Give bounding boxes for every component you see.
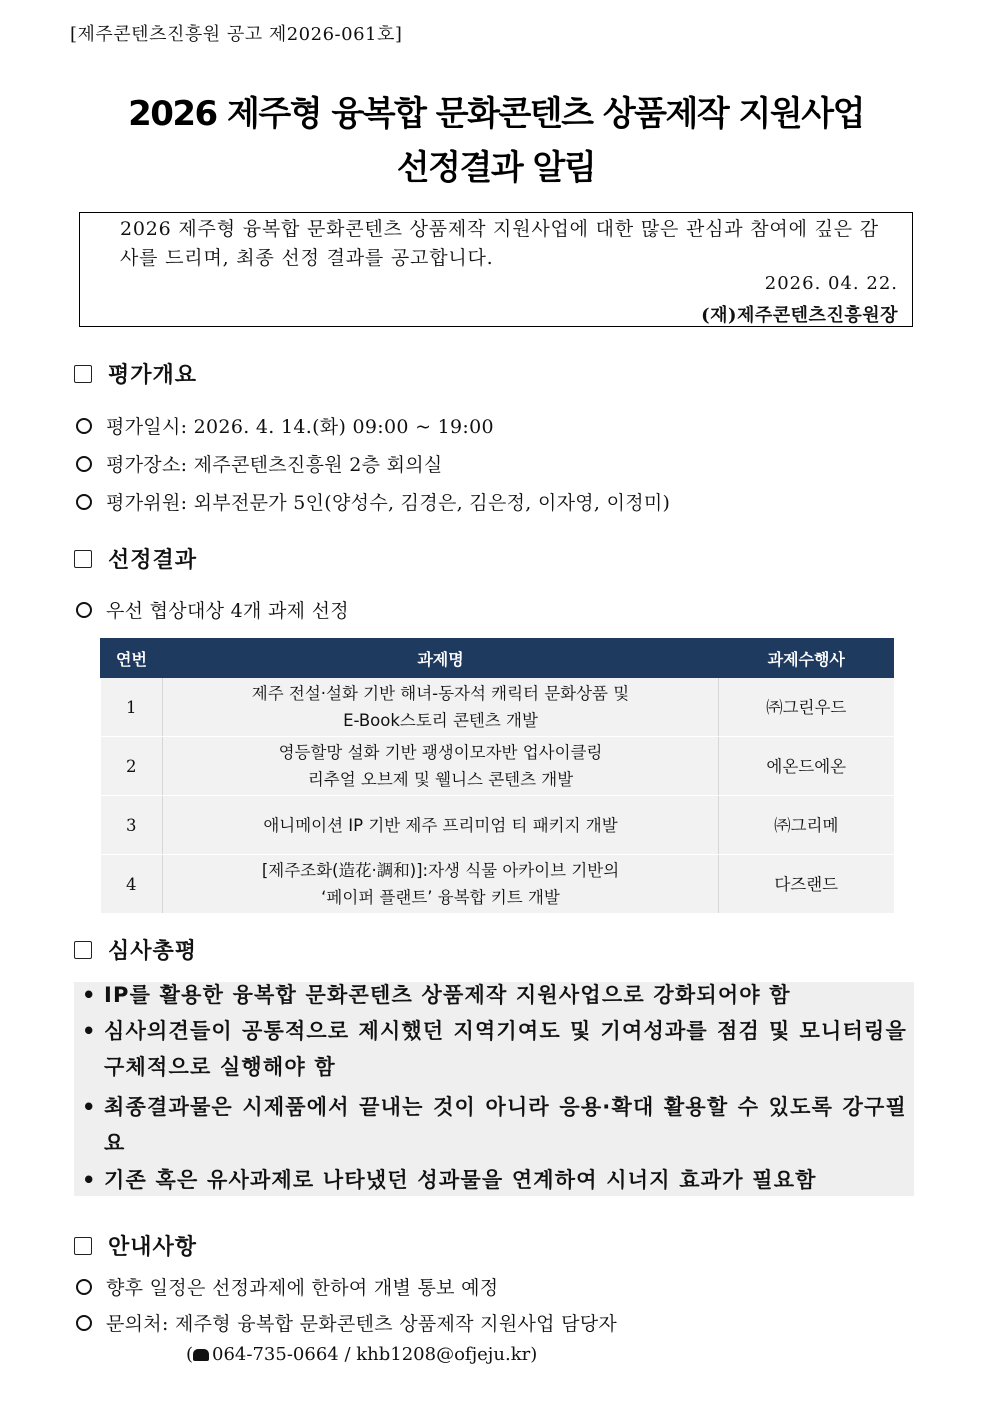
list-item [76,596,349,623]
table-header-no: 연번 [101,638,163,678]
cell-name [163,678,719,737]
cell-name-line: E-Book스토리 콘텐츠 개발 [343,711,538,730]
cell-name [163,796,719,855]
table-header-company: 과제수행사 [719,638,894,678]
list-item [76,450,443,477]
table-row [101,796,894,855]
cell-no: 4 [101,855,163,914]
circle-bullet-icon [76,494,92,510]
list-item-text: 평가일시: 2026. 4. 14.(화) 09:00 ~ 19:00 [106,416,494,438]
list-item-text: 평가위원: 외부전문가 5인(양성수, 김경은, 김은정, 이자영, 이정미) [106,492,671,514]
review-item [82,977,907,1013]
review-item [82,1162,907,1198]
table-row [101,678,894,737]
contact-close-paren: ) [530,1344,538,1365]
square-bullet-icon [74,550,92,568]
circle-bullet-icon [76,456,92,472]
list-item-text: 문의처: 제주형 융복합 문화콘텐츠 상품제작 지원사업 담당자 [106,1313,618,1335]
bullet-dot: • [82,1168,97,1192]
review-box [74,982,914,1196]
contact-separator: / [338,1344,357,1365]
page-subtitle: 선정결과 알림 [396,148,596,188]
list-item-text: 평가장소: 제주콘텐츠진흥원 2층 회의실 [106,454,443,476]
section-heading-label: 심사총평 [108,938,198,964]
contact-email[interactable]: khb1208@ofjeju.kr [356,1344,531,1365]
phone-icon [193,1349,209,1361]
page-title: 2026 제주형 융복합 문화콘텐츠 상품제작 지원사업 [128,94,864,134]
section-heading-label: 안내사항 [108,1234,198,1260]
square-bullet-icon [74,941,92,959]
table-row [101,855,894,914]
cell-company: ㈜그린우드 [719,678,894,737]
cell-company: 에온드에온 [719,737,894,796]
cell-no: 3 [101,796,163,855]
cell-name-line: [제주조화(造花·調和)]:자생 식물 아카이브 기반의 [261,861,620,880]
cell-company: ㈜그리메 [719,796,894,855]
section-heading-overview [74,358,197,389]
notice-number: [제주콘텐츠진흥원 공고 제2026-061호] [70,24,403,45]
cell-name [163,737,719,796]
list-item-text: 향후 일정은 선정과제에 한하여 개별 통보 예정 [106,1277,499,1299]
cell-name-line: ‘페이퍼 플랜트’ 융복합 키트 개발 [321,888,560,907]
list-item [76,1309,617,1336]
section-heading-result [74,543,197,574]
square-bullet-icon [74,365,92,383]
bullet-dot: • [82,983,97,1007]
section-heading-label: 평가개요 [108,362,198,388]
intro-text: 2026 제주형 융복합 문화콘텐츠 상품제작 지원사업에 대한 많은 관심과 참여에 깊은 감사를 드리며, 최종 선정 결과를 공고합니다. [120,218,879,269]
section-heading-label: 선정결과 [108,547,198,573]
contact-phone[interactable]: 064-735-0664 [212,1344,339,1365]
review-item-text: 기존 혹은 유사과제로 나타냈던 성과물을 연계하여 시너지 효과가 필요함 [104,1168,817,1192]
cell-name-line: 영등할망 설화 기반 괭생이모자반 업사이클링 [278,743,603,762]
intro-date: 2026. 04. 22. [764,273,898,294]
contact-open-paren: ( [186,1344,194,1365]
cell-name-line: 제주 전설·설화 기반 해녀-동자석 캐릭터 문화상품 및 [251,684,630,703]
cell-no: 2 [101,737,163,796]
list-item [76,412,494,439]
cell-company: 다즈랜드 [719,855,894,914]
table-header-row [101,638,894,678]
selection-table [100,638,894,914]
square-bullet-icon [74,1237,92,1255]
cell-name-line: 리추얼 오브제 및 웰니스 콘텐츠 개발 [307,770,574,789]
section-heading-review [74,934,197,965]
table-row [101,737,894,796]
review-item-text: IP를 활용한 융복합 문화콘텐츠 상품제작 지원사업으로 강화되어야 함 [104,983,791,1007]
intro-org: (재)제주콘텐츠진흥원장 [701,305,898,326]
cell-no: 1 [101,678,163,737]
circle-bullet-icon [76,602,92,618]
list-item-text: 우선 협상대상 4개 과제 선정 [106,600,349,622]
review-item [82,1013,907,1085]
circle-bullet-icon [76,1315,92,1331]
cell-name-line: 애니메이션 IP 기반 제주 프리미엄 티 패키지 개발 [263,815,618,835]
cell-name [163,855,719,914]
intro-box [79,212,913,327]
bullet-dot: • [82,1019,97,1043]
section-heading-guide [74,1230,197,1261]
circle-bullet-icon [76,418,92,434]
bullet-dot: • [82,1095,97,1119]
list-item [76,1273,498,1300]
list-item [76,488,670,515]
contact-line [186,1344,537,1365]
review-item [82,1089,907,1161]
review-item-text: 최종결과물은 시제품에서 끝내는 것이 아니라 응용·확대 활용할 수 있도록 강구필요 [104,1095,907,1155]
circle-bullet-icon [76,1279,92,1295]
table-header-name: 과제명 [163,638,719,678]
review-item-text: 심사의견들이 공통적으로 제시했던 지역기여도 및 기여성과를 점검 및 모니터링을 구체적으로 실행해야 함 [104,1019,907,1079]
